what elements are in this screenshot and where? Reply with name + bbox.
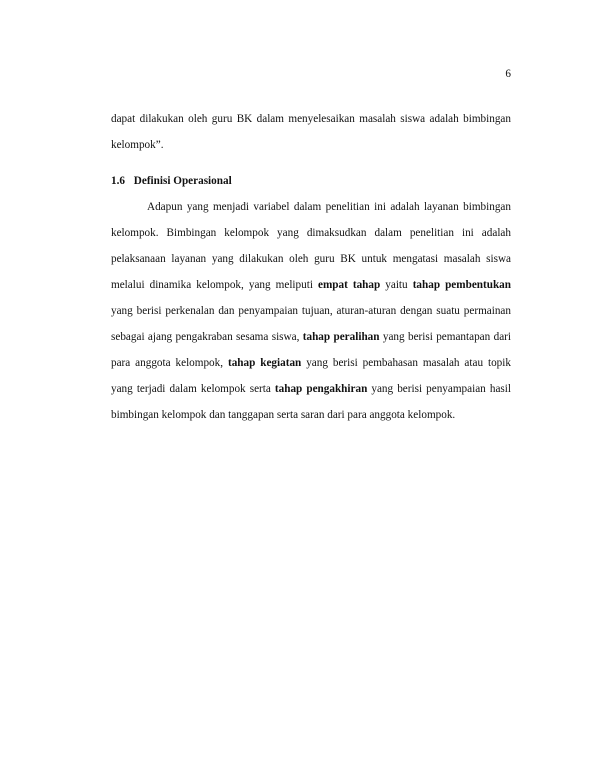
body-text-3: yang berisi perkenalan dan penyampaian tujuan, aturan-aturan dengan suatu permainan sebagai ajang pengakraban sesama siswa, <box>111 305 511 343</box>
body-text-1: Adapun yang menjadi variabel dalam penelitian ini adalah layanan bimbingan kelompok. Bimbingan kelompok yang dimaksudkan dalam penelitian ini adalah pelaksanaan layanan yang dilakukan oleh guru BK untuk mengatasi masalah siswa melalui dinamika kelompok, yang meliputi <box>111 201 511 291</box>
section-heading <box>111 168 511 194</box>
body-text-2: yaitu <box>380 279 413 291</box>
term-empat-tahap: empat tahap <box>317 279 381 291</box>
body-text-4: yang berisi pemantapan dari para anggota kelompok, <box>111 331 512 369</box>
intro-paragraph: dapat dilakukan oleh guru BK dalam menyelesaikan masalah siswa adalah bimbingan kelompok”. <box>111 113 511 151</box>
body-text-6: yang berisi penyampaian hasil bimbingan kelompok dan tanggapan serta saran dari para anggota kelompok. <box>111 383 511 421</box>
term-tahap-peralihan: tahap peralihan <box>302 331 380 343</box>
page-number: 6 <box>505 68 511 80</box>
term-tahap-pembentukan: tahap pembentukan <box>412 279 511 291</box>
document-body <box>111 106 511 428</box>
term-tahap-pengakhiran: tahap pengakhiran <box>274 383 368 395</box>
term-tahap-kegiatan: tahap kegiatan <box>227 357 302 369</box>
body-text-5: yang berisi pembahasan masalah atau topik yang terjadi dalam kelompok serta <box>111 357 511 395</box>
body-paragraph <box>111 194 511 428</box>
section-title: Definisi Operasional <box>133 175 232 187</box>
section-number: 1.6 <box>111 175 125 187</box>
